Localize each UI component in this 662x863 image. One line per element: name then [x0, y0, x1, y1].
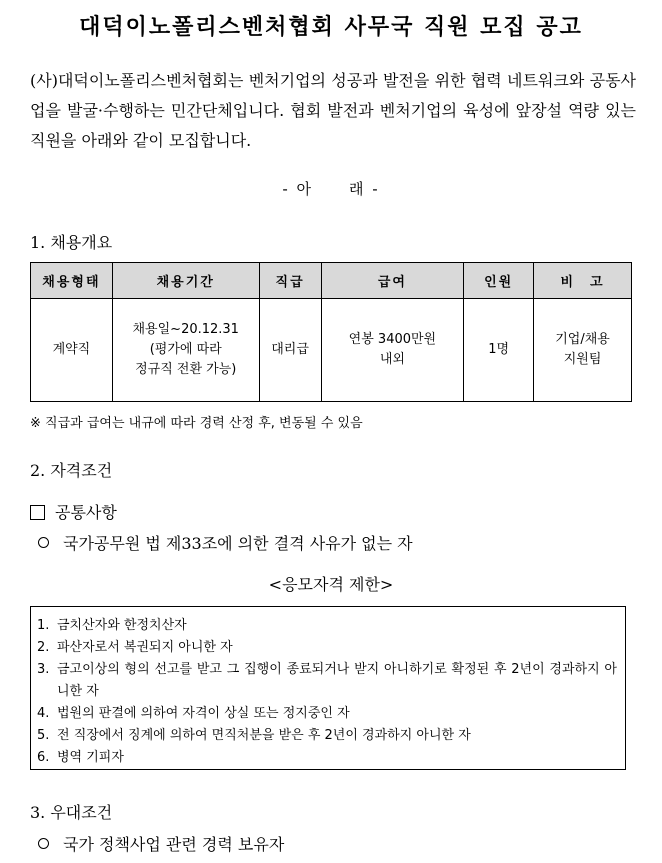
col-header: 급여: [321, 263, 464, 299]
list-item-number: 4.: [37, 706, 50, 721]
intro-paragraph: (사)대덕이노폴리스벤처협회는 벤처기업의 성공과 발전을 위한 협력 네트워크와 공동사업을 발굴·수행하는 민간단체입니다. 협회 발전과 벤처기업의 육성에 앞장설 역량 있는 직원을 아래와 같이 모집합니다.: [30, 71, 636, 150]
list-item-text: 병역 기피자: [57, 750, 124, 765]
list-item: [31, 637, 625, 659]
page-title: 대덕이노폴리스벤처협회 사무국 직원 모집 공고: [79, 15, 583, 40]
list-item-text: 전 직장에서 징계에 의하여 면직처분을 받은 후 2년이 경과하지 아니한 자: [57, 728, 471, 743]
circle-bullet-icon: [38, 838, 49, 849]
col-header: 채용형태: [31, 263, 113, 299]
list-item-text: 금고이상의 형의 선고를 받고 그 집행이 종료되거나 받지 아니하기로 확정된 후 2년이 경과하지 아니한 자: [57, 662, 617, 699]
list-item-number: 3.: [37, 662, 50, 677]
section-qualification-heading: 2. 자격조건: [30, 461, 113, 480]
restriction-title: <응모자격 제한>: [268, 575, 394, 594]
col-header: 직급: [259, 263, 321, 299]
list-item: [31, 659, 625, 703]
ahrae-divider: [0, 178, 662, 199]
note-line: 기업/채용: [555, 332, 610, 347]
cell-employment-type: 계약직: [31, 299, 113, 402]
note-line: 지원팀: [563, 352, 602, 367]
list-item-text: 파산자로서 복권되지 아니한 자: [57, 640, 233, 655]
table-row: [31, 299, 632, 402]
cell-period: [112, 299, 259, 402]
common-requirements-label: [30, 500, 117, 523]
cell-salary: [321, 299, 464, 402]
period-line: 정규직 전환 가능): [135, 362, 237, 377]
salary-footnote: ※ 직급과 급여는 내규에 따라 경력 산정 후, 변동될 수 있음: [30, 416, 363, 431]
cell-headcount: 1명: [464, 299, 534, 402]
circle-bullet-icon: [38, 537, 49, 548]
ahrae-left: - 아: [282, 180, 313, 198]
restriction-list: [30, 606, 626, 770]
common-requirement-item: [38, 531, 413, 554]
salary-line: 내외: [379, 352, 405, 367]
period-line: (평가에 따라: [149, 342, 222, 357]
list-item-number: 1.: [37, 618, 50, 633]
col-header: 채용기간: [112, 263, 259, 299]
section-preference-heading: 3. 우대조건: [30, 803, 113, 822]
col-header: 인원: [464, 263, 534, 299]
list-item: [31, 615, 625, 637]
list-item-number: 2.: [37, 640, 50, 655]
list-item-text: 법원의 판결에 의하여 자격이 상실 또는 정지중인 자: [57, 706, 350, 721]
common-item-text: 국가공무원 법 제33조에 의한 결격 사유가 없는 자: [63, 534, 413, 553]
checkbox-square-icon: [30, 505, 45, 520]
section-hiring-overview-heading: 1. 채용개요: [30, 233, 113, 252]
salary-line: 연봉 3400만원: [348, 332, 437, 347]
common-label-text: 공통사항: [55, 503, 117, 522]
list-item: [31, 747, 625, 769]
col-header: 비 고: [534, 263, 632, 299]
list-item-text: 금치산자와 한정치산자: [57, 618, 187, 633]
preference-item-text: 국가 정책사업 관련 경력 보유자: [63, 835, 285, 854]
hiring-overview-table: [30, 262, 632, 402]
list-item: [31, 703, 625, 725]
list-item-number: 6.: [37, 750, 50, 765]
list-item-number: 5.: [37, 728, 50, 743]
cell-rank: 대리급: [259, 299, 321, 402]
list-item: [31, 725, 625, 747]
cell-note: [534, 299, 632, 402]
preference-item: [38, 832, 284, 855]
ahrae-right: 래 -: [349, 180, 380, 198]
period-line: 채용일~20.12.31: [132, 322, 239, 337]
table-header-row: [31, 263, 632, 299]
